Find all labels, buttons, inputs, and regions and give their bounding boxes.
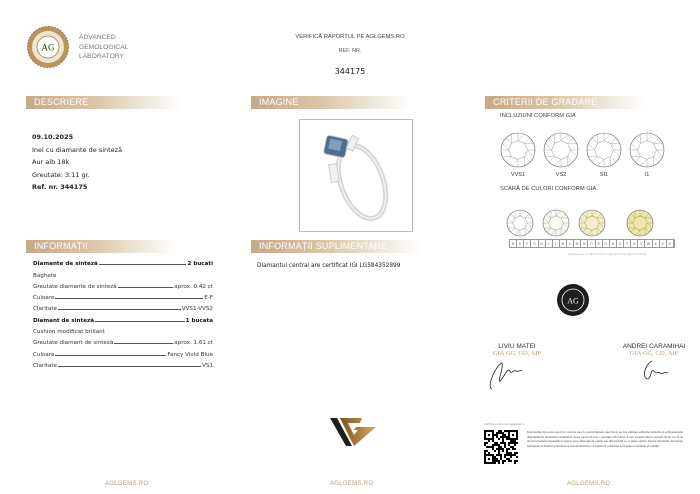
color-grade-cell: S	[617, 240, 624, 247]
supplementary-text: Diamantul central are certificat IGI LG584352899	[257, 263, 401, 269]
ring-photo	[299, 119, 413, 232]
info-table	[33, 256, 213, 369]
info-value: 2 bucati	[187, 261, 213, 268]
info-label: Baghete	[33, 272, 57, 279]
clarity-label: SI1	[599, 172, 609, 178]
leader-line	[58, 366, 201, 367]
info-label: Claritate	[33, 362, 57, 369]
signer-name: ANDREI CARAMIHAI	[622, 343, 686, 350]
diamond-clarity-diagram	[500, 132, 536, 168]
color-grade-cell: X	[653, 240, 660, 247]
info-row	[33, 256, 213, 267]
description-line: Aur alb 18k	[32, 158, 70, 166]
info-row	[33, 290, 213, 301]
footer-link[interactable]: AGLGEMS.RO	[330, 481, 374, 487]
agl-stamp-logo	[556, 283, 590, 317]
info-row	[33, 312, 213, 323]
color-scale-title: SCARĂ DE CULORI CONFORM GIA	[500, 186, 597, 192]
color-grade-cell: J	[553, 240, 560, 247]
info-value: Fancy Vivid Blue	[167, 351, 213, 358]
supplementary-header: INFORMAȚII SUPLIMENTARE	[251, 240, 421, 253]
info-row	[33, 324, 213, 335]
color-grade-cell: H	[539, 240, 546, 247]
scale-note: Imaginea este cu titlu informativ, aplicabilă doar pentru diamante	[568, 252, 647, 256]
diamond-color-diagram	[578, 209, 606, 237]
info-value: VS1	[202, 362, 213, 369]
leader-line	[58, 309, 181, 310]
color-grade-cell: L	[567, 240, 574, 247]
info-value: VVS1-VVS2	[181, 306, 213, 313]
clarity-label: I1	[644, 172, 650, 178]
info-label: Diamante de sinteză	[33, 261, 98, 268]
diamond-clarity-diagram	[629, 132, 665, 168]
info-value: aprox. 1.61 ct	[174, 340, 213, 347]
ref-number: 344175	[334, 67, 366, 76]
leader-line	[118, 287, 174, 288]
leader-line	[99, 264, 187, 265]
svg-text:AG: AG	[567, 296, 579, 306]
agl-seal-logo	[27, 26, 69, 68]
ref-label: REF. NR.	[338, 48, 362, 54]
info-row	[33, 358, 213, 369]
aglgems-logo	[330, 418, 378, 448]
lab-name	[79, 33, 128, 62]
color-grade-cell: R	[610, 240, 617, 247]
color-grade-cell: W	[645, 240, 652, 247]
info-label: Cushion modificat briliant	[33, 329, 105, 336]
qr-caption: Verifică online pe aglgems.ro	[484, 422, 525, 426]
description-header: DESCRIERE	[26, 96, 181, 109]
color-grade-cell: O	[588, 240, 595, 247]
color-grade-cell: M	[574, 240, 581, 247]
signer-name: LIVIU MATEI	[498, 343, 536, 350]
info-row	[33, 301, 213, 312]
qr-code[interactable]	[484, 430, 518, 464]
color-grade-cell: Q	[603, 240, 610, 247]
signature-block	[482, 343, 552, 396]
info-value: E-F	[204, 295, 213, 302]
description-block	[32, 131, 122, 194]
info-value: 1 bucata	[185, 317, 213, 324]
verify-title: VERIFICĂ RAPORTUL PE AGLGEMS.RO	[295, 34, 405, 40]
leader-line	[114, 343, 173, 344]
color-grade-cell: K	[560, 240, 567, 247]
color-grade-cell: P	[596, 240, 603, 247]
color-grade-cell: E	[517, 240, 524, 247]
diamond-color-diagram	[626, 209, 654, 237]
clarity-label: VVS1	[510, 172, 526, 178]
description-date: 09.10.2025	[32, 133, 74, 141]
info-label: Diamant de sinteză	[33, 317, 95, 324]
inclusions-title: INCLUZIUNI CONFORM GIA	[500, 113, 576, 119]
color-grade-cell: Y	[660, 240, 667, 247]
info-label: Culoare	[33, 351, 55, 358]
color-grade-cell: D	[510, 240, 517, 247]
info-row	[33, 335, 213, 346]
info-label: Greutate diamant de sinteză	[33, 340, 114, 347]
image-header: IMAGINE	[251, 96, 411, 109]
diamond-clarity-diagram	[543, 132, 579, 168]
diamond-clarity-diagram	[586, 132, 622, 168]
color-grade-cell: G	[531, 240, 538, 247]
color-grade-cell: F	[524, 240, 531, 247]
clarity-label: VS2	[555, 172, 567, 178]
color-grade-cell: I	[546, 240, 553, 247]
description-line: Greutate: 3.11 gr.	[32, 170, 90, 179]
diamond-color-diagram	[506, 209, 534, 237]
info-row	[33, 279, 213, 290]
svg-text:AG: AG	[41, 42, 55, 53]
ring-image	[300, 120, 412, 231]
color-grade-cell: T	[624, 240, 631, 247]
criteria-header: CRITERII DE GRADARE	[485, 96, 645, 109]
info-header: INFORMAȚII	[26, 240, 176, 253]
footer-link[interactable]: AGLGEMS.RO	[567, 481, 611, 487]
signature-image	[482, 357, 542, 392]
info-label: Greutate diamante de sinteză	[33, 283, 117, 290]
info-value: aprox. 0.42 ct	[174, 283, 213, 290]
color-grade-cell: N	[581, 240, 588, 247]
description-ref: Ref. nr. 344175	[32, 183, 88, 191]
color-grade-cell: V	[638, 240, 645, 247]
color-scale-bar	[509, 239, 675, 248]
footer-link[interactable]: AGLGEMS.RO	[105, 481, 149, 487]
signature-image	[614, 357, 694, 387]
signer-title: GIA GG, GD, AIP	[629, 350, 679, 357]
info-label: Culoare	[33, 295, 55, 302]
leader-line	[95, 321, 185, 322]
color-grade-cell: U	[631, 240, 638, 247]
lab-name-line: ADVANCED	[79, 34, 116, 41]
lab-name-line: LABORATORY	[79, 53, 124, 60]
signer-title: GIA GG, GD, AIP	[492, 350, 542, 357]
leader-line	[55, 298, 203, 299]
color-grade-cell: Z	[667, 240, 674, 247]
info-label: Claritate	[33, 306, 57, 313]
signature-block	[614, 343, 694, 391]
lab-name-line: GEMOLOGICAL	[79, 43, 129, 51]
diamond-color-diagram	[542, 209, 570, 237]
info-row	[33, 267, 213, 278]
description-line: Inel cu diamante de sinteză	[32, 145, 123, 154]
leader-line	[55, 355, 166, 356]
info-row	[33, 346, 213, 357]
disclaimer-text: Informațiile din acest raport fac referire doar la piatra/bijuteria descrisă și au fost obținute utilizând tehnicile și echipamentele disponibile în momentul examinării. Acest raport nu este o garanție. Nici AGL și nici vreunul dintre experții săi nu vor fi, în nici un moment răspunzători pentru orice diferență de opinie sau discrepanță ce ar putea apărea. Pentru mai multe informații referitoare la limitări și declinarea responsabilității, vă rugăm să consultați AGLgems.ro/termeni și condiții.	[527, 430, 683, 448]
